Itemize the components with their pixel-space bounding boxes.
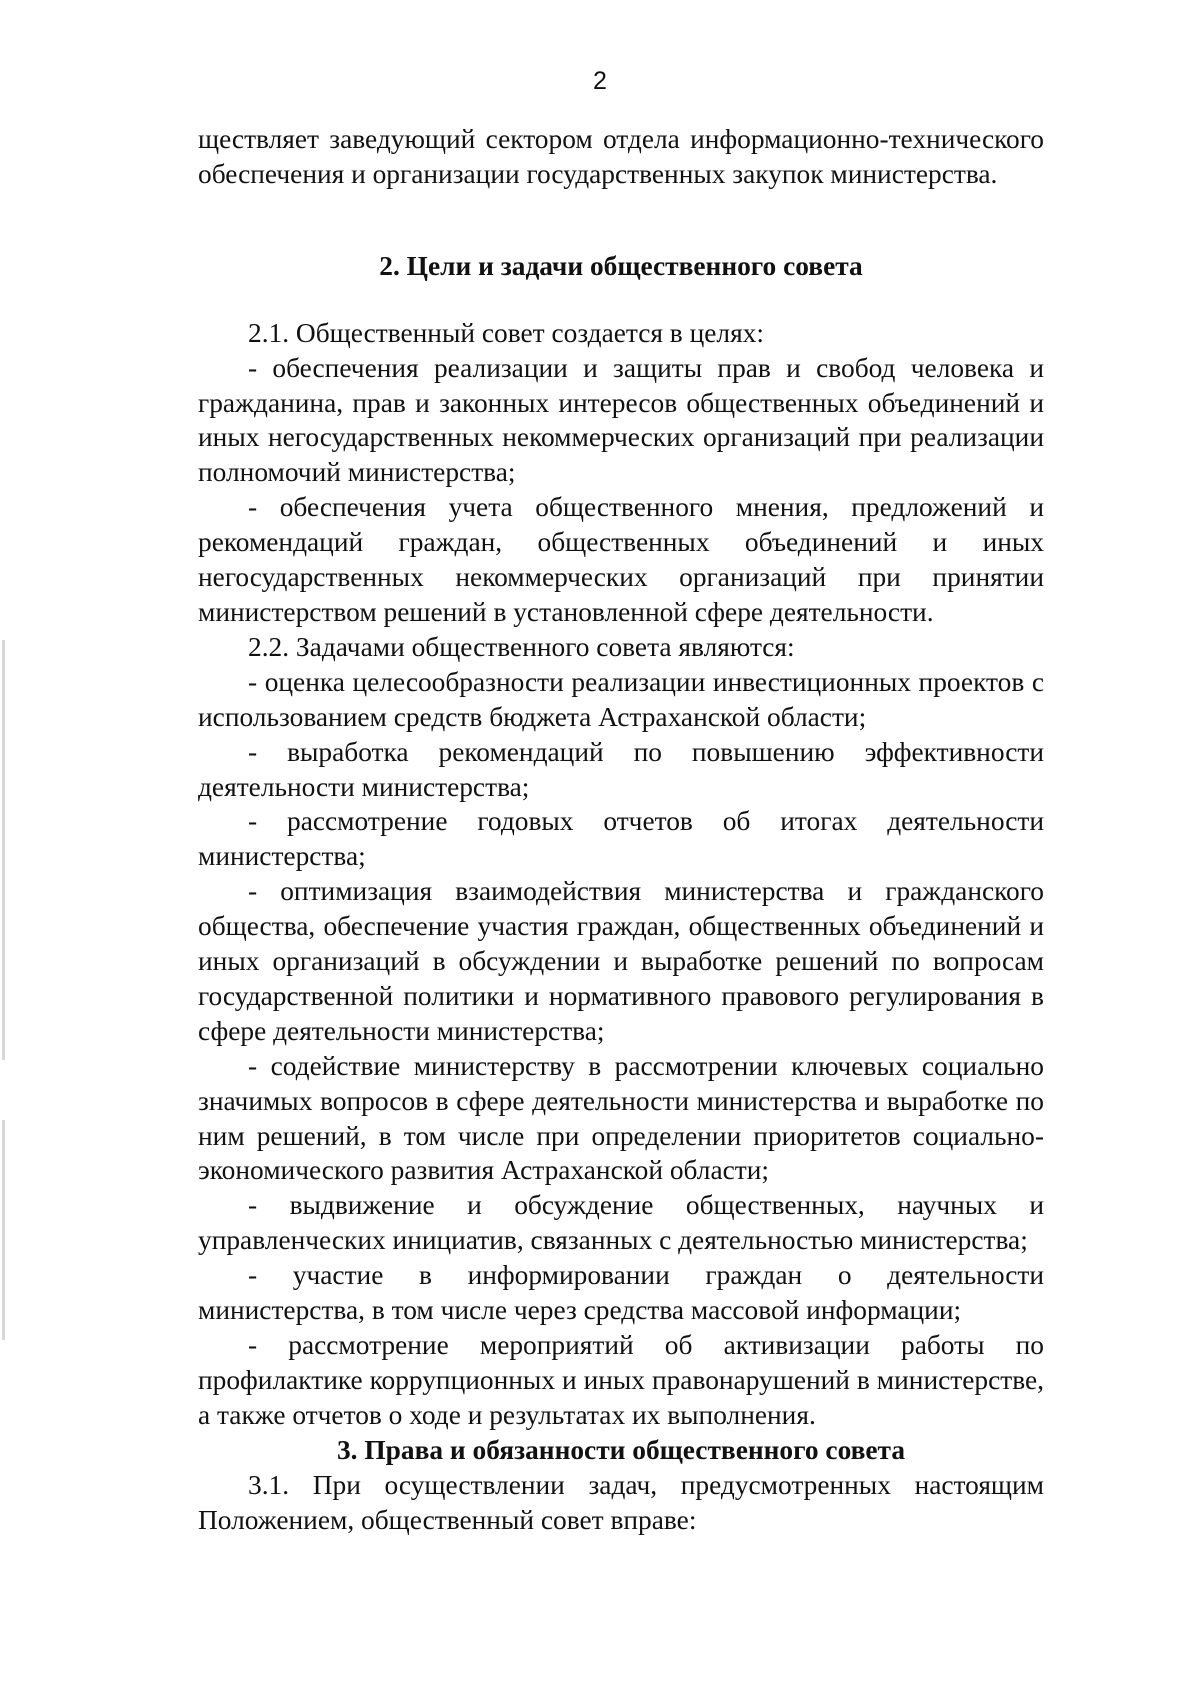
list-item: - содействие министерству в рассмотрении ключевых социально значимых вопросов в сфере деятельности министерства и выработке по ним решений, в том числе при определении приоритетов социально-экономического развития Астраханской области; — [198, 1050, 1044, 1186]
list-item: - оптимизация взаимодействия министерства и гражданского общества, обеспечение участия граждан, общественных объединений и иных организаций в обсуждении и выработке решений по вопросам государственной политики и нормативного правового регулирования в сфере деятельности министерства; — [198, 876, 1044, 1046]
section-3-heading: 3. Права и обязанности общественного совета — [336, 1434, 906, 1465]
paragraph-2-1: 2.1. Общественный совет создается в целях: — [248, 317, 764, 348]
intro-paragraph: ществляет заведующий сектором отдела информационно-технического обеспечения и организации государственных закупок министерства. — [198, 124, 1044, 189]
paragraph-3-1: 3.1. При осуществлении задач, предусмотренных настоящим Положением, общественный совет вправе: — [198, 1469, 1044, 1535]
list-item: - рассмотрение годовых отчетов об итогах деятельности министерства; — [198, 806, 1044, 872]
paragraph-2-2: 2.2. Задачами общественного совета являются: — [248, 631, 795, 662]
list-item: - выработка рекомендаций по повышению эффективности деятельности министерства; — [198, 736, 1044, 802]
section-2-heading: 2. Цели и задачи общественного совета — [379, 250, 863, 281]
list-item: - обеспечения учета общественного мнения, предложений и рекомендаций граждан, общественных объединений и иных негосударственных некоммерческих организаций при принятии министерством решений в установленной сфере деятельности. — [198, 492, 1044, 627]
list-item: - рассмотрение мероприятий об активизации работы по профилактике коррупционных и иных правонарушений в министерстве, а также отчетов о ходе и результатах их выполнения. — [198, 1330, 1044, 1430]
page-number: 2 — [593, 67, 607, 95]
list-item: - выдвижение и обсуждение общественных, научных и управленческих инициатив, связанных с деятельностью министерства; — [198, 1190, 1044, 1256]
list-item: - участие в информировании граждан о деятельности министерства, в том числе через средства массовой информации; — [198, 1260, 1044, 1326]
list-item: - обеспечения реализации и защиты прав и свобод человека и гражданина, прав и законных интересов общественных объединений и иных негосударственных некоммерческих организаций при реализации полномочий министерства; — [198, 352, 1044, 488]
list-item: - оценка целесообразности реализации инвестиционных проектов с использованием средств бюджета Астраханской области; — [198, 666, 1044, 732]
document-body — [198, 122, 1044, 1537]
scan-edge-mark — [2, 640, 5, 1060]
scan-edge-mark — [2, 1120, 5, 1340]
